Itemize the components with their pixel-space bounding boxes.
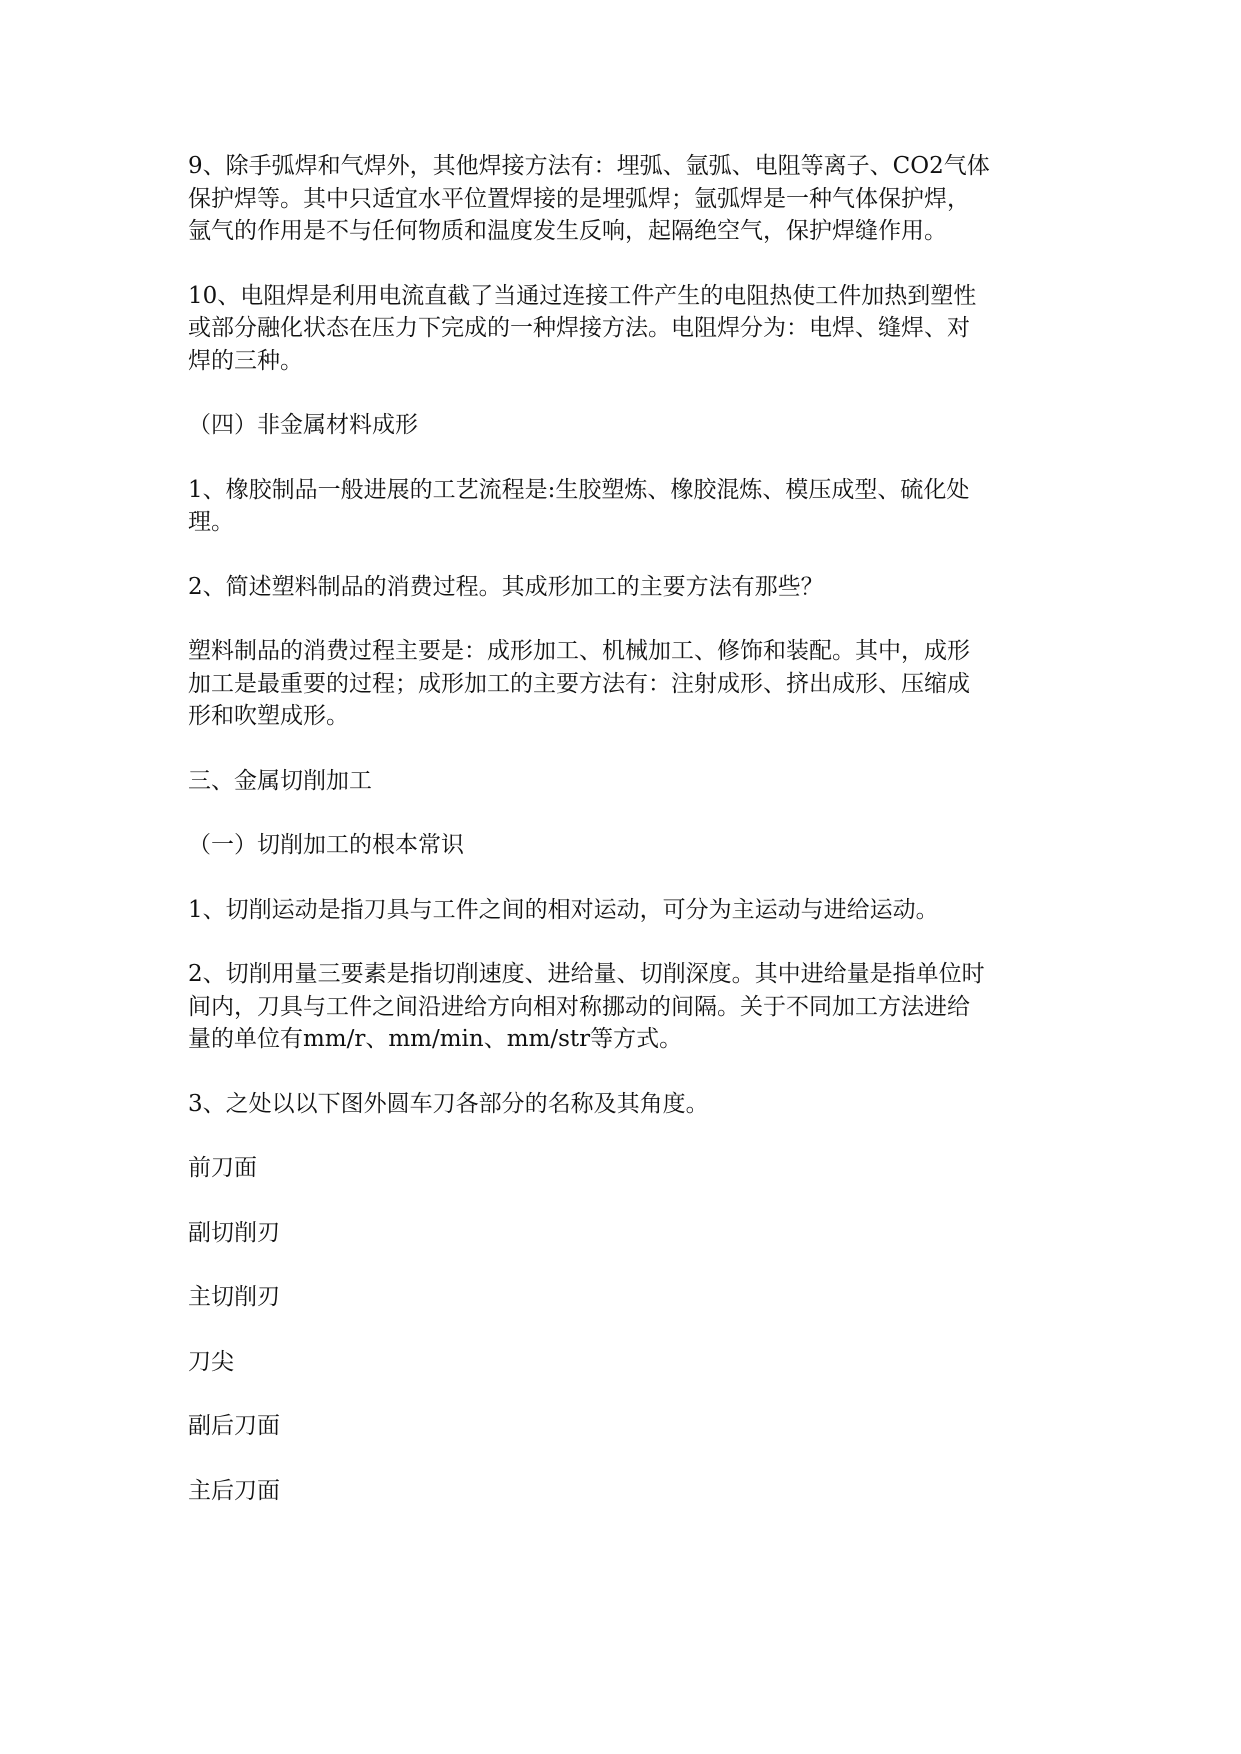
text-line: 9、除手弧焊和气焊外，其他焊接方法有：埋弧、氩弧、电阻等离子、CO2气体 [188, 153, 990, 179]
text-line: 主切削刃 [188, 1284, 280, 1310]
tool-part-minor-flank [188, 1410, 1068, 1443]
text-line: （一）切削加工的根本常识 [188, 832, 464, 858]
text-line: （四）非金属材料成形 [188, 412, 418, 438]
paragraph-plastic-answer [188, 635, 1068, 733]
paragraph-tool-parts-question [188, 1088, 1068, 1121]
text-line: 氩气的作用是不与任何物质和温度发生反响，起隔绝空气，保护焊缝作用。 [188, 218, 947, 244]
text-line: 10、电阻焊是利用电流直截了当通过连接工件产生的电阻热使工件加热到塑性 [188, 282, 977, 309]
text-line: 加工是最重要的过程；成形加工的主要方法有：注射成形、挤出成形、压缩成 [188, 670, 970, 697]
tool-part-rake-face [188, 1152, 1068, 1185]
paragraph-plastic-question [188, 571, 1068, 604]
tool-part-tool-tip [188, 1346, 1068, 1379]
tool-part-minor-cutting-edge [188, 1217, 1068, 1250]
document-body [188, 150, 1068, 1539]
tool-part-major-flank [188, 1475, 1068, 1508]
text-line: 三、金属切削加工 [188, 767, 372, 794]
text-line: 主后刀面 [188, 1477, 280, 1504]
text-line: 焊的三种。 [188, 347, 303, 374]
text-line: 刀尖 [188, 1348, 234, 1375]
text-line: 2、切削用量三要素是指切削速度、进给量、切削深度。其中进给量是指单位时 [188, 961, 985, 987]
text-line: 保护焊等。其中只适宜水平位置焊接的是埋弧焊；氩弧焊是一种气体保护焊， [188, 185, 970, 212]
text-line: 量的单位有mm/r、mm/min、mm/str等方式。 [188, 1026, 683, 1052]
text-line: 1、切削运动是指刀具与工件之间的相对运动，可分为主运动与进给运动。 [188, 896, 939, 923]
section-heading-metal-cutting [188, 765, 1068, 798]
text-line: 塑料制品的消费过程主要是：成形加工、机械加工、修饰和装配。其中，成形 [188, 638, 970, 664]
text-line: 副切削刃 [188, 1219, 280, 1246]
paragraph-cutting-motion [188, 894, 1068, 927]
paragraph-resistance-welding [188, 280, 1068, 378]
section-heading-cutting-basics [188, 829, 1068, 862]
text-line: 间内，刀具与工件之间沿进给方向相对称挪动的间隔。关于不同加工方法进给 [188, 993, 970, 1020]
text-line: 1、橡胶制品一般进展的工艺流程是:生胶塑炼、橡胶混炼、模压成型、硫化处 [188, 476, 970, 503]
text-line: 前刀面 [188, 1155, 257, 1181]
paragraph-cutting-parameters [188, 958, 1068, 1056]
text-line: 理。 [188, 509, 234, 535]
text-line: 或部分融化状态在压力下完成的一种焊接方法。电阻焊分为：电焊、缝焊、对 [188, 315, 970, 341]
text-line: 2、简述塑料制品的消费过程。其成形加工的主要方法有那些？ [188, 573, 824, 600]
text-line: 形和吹塑成形。 [188, 703, 349, 729]
text-line: 副后刀面 [188, 1413, 280, 1439]
text-line: 3、之处以以下图外圆车刀各部分的名称及其角度。 [188, 1090, 709, 1117]
paragraph-welding-methods [188, 150, 1068, 248]
tool-part-major-cutting-edge [188, 1281, 1068, 1314]
section-heading-nonmetal-forming [188, 409, 1068, 442]
paragraph-rubber-process [188, 474, 1068, 539]
